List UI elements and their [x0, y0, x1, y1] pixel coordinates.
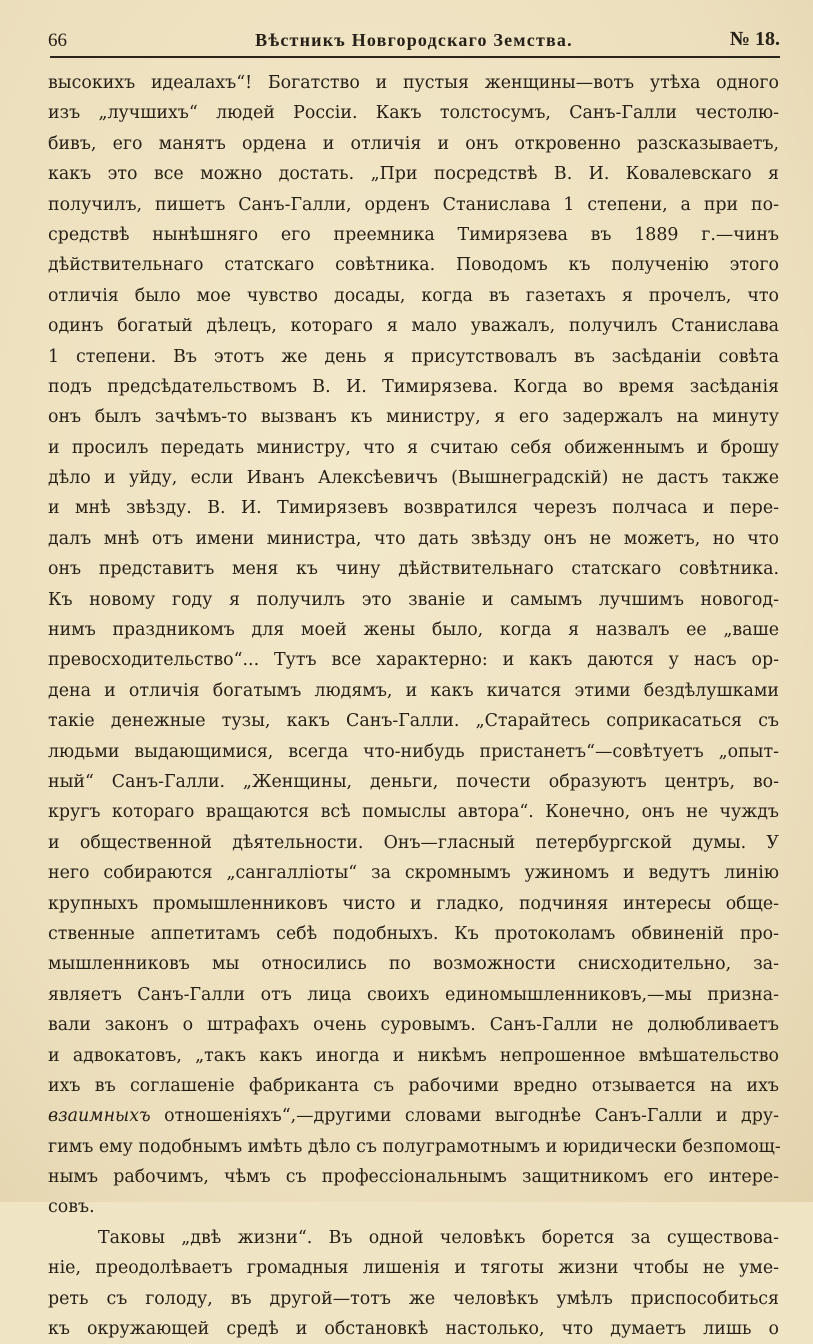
text-line: гимъ ему подобнымъ имѣть дѣло съ полуграмотнымъ и юридически безпомощ-: [48, 1136, 781, 1157]
header-rule: [50, 56, 780, 58]
text-line: такіе денежные тузы, какъ Санъ-Галли. „Старайтесь соприкасаться съ: [48, 711, 779, 732]
text-line: ственные аппетитамъ себѣ подобныхъ. Къ протоколамъ обвиненій про-: [48, 923, 779, 944]
text-line: нымъ рабочимъ, чѣмъ съ профессіональнымъ защитникомъ его интере-: [48, 1167, 779, 1188]
text-line: ный“ Санъ-Галли. „Женщины, деньги, почести образуютъ центръ, во-: [48, 771, 779, 792]
paragraph-2: [48, 1223, 779, 1344]
text-line: средствѣ нынѣшняго его преемника Тимирязева въ 1889 г.—чинъ: [48, 224, 779, 245]
text-line: онъ былъ зачѣмъ-то вызванъ къ министру, я его задержалъ на минуту: [48, 407, 779, 428]
paragraph-1: [48, 68, 779, 1101]
text-line: кругъ котораго вращаются всѣ помыслы автора“. Конечно, онъ не чуждъ: [48, 802, 779, 823]
text-line: изъ „лучшихъ“ людей Россіи. Какъ толстосумъ, Санъ-Галли честолю-: [48, 103, 779, 124]
text-line: отличія было мое чувство досады, когда въ газетахъ я прочелъ, что: [48, 285, 779, 306]
text-line: нимъ праздникомъ для моей жены было, когда я назвалъ ее „ваше: [48, 620, 779, 641]
paragraph-1-tail: [48, 1132, 779, 1223]
text-line: и просилъ передать министру, что я считаю себя обиженнымъ и брошу: [48, 437, 779, 458]
text-line: Къ новому году я получилъ это званіе и самымъ лучшимъ новогод-: [48, 589, 779, 610]
text-line: и общественной дѣятельности. Онъ—гласный петербургской думы. У: [48, 832, 779, 853]
text-line: получилъ, пишетъ Санъ-Галли, орденъ Станислава 1 степени, а при по-: [48, 194, 779, 215]
text-line: дѣло и уйду, если Иванъ Алексѣевичъ (Вышнеградскій) не дастъ также: [48, 468, 779, 489]
page-number: 66: [48, 30, 67, 51]
text-line: онъ представитъ меня къ чину дѣйствительнаго статскаго совѣтника.: [48, 559, 779, 580]
text-line: ніе, преодолѣваетъ громадныя лишенія и тяготы жизни чтобы не уме-: [48, 1258, 779, 1279]
text-line-rest: отношеніяхъ“,—другими словами выгоднѣе Санъ-Галли и дру-: [150, 1106, 779, 1127]
text-line: подъ предсѣдательствомъ В. И. Тимирязева. Когда во время засѣданія: [48, 376, 779, 397]
text-line: крупныхъ промышленниковъ чисто и гладко, подчиняя интересы обще-: [48, 893, 779, 914]
text-line: дена и отличія богатымъ людямъ, и какъ кичатся этими бездѣлушками: [48, 680, 779, 701]
text-line: Таковы „двѣ жизни“. Въ одной человѣкъ борется за существова-: [98, 1227, 779, 1248]
text-line: людьми выдающимися, всегда что-нибудь пристанетъ“—совѣтуетъ „опыт-: [48, 741, 779, 762]
text-line: бивъ, его манятъ ордена и отличія и онъ откровенно разсказываетъ,: [48, 133, 779, 154]
text-line: къ окружающей средѣ и обстановкѣ настолько, что думаетъ лишь о: [48, 1319, 779, 1340]
text-line: какъ это все можно достать. „При посредствѣ В. И. Ковалевскаго я: [48, 164, 779, 185]
text-line: совъ.: [48, 1197, 95, 1218]
text-line: превосходительство“... Тутъ все характерно: и какъ даются у насъ ор-: [48, 650, 779, 671]
text-line: мышленниковъ мы относились по возможности снисходительно, за-: [48, 954, 779, 975]
text-line: реть съ голоду, въ другой—тотъ же человѣкъ умѣлъ приспособиться: [48, 1288, 779, 1309]
journal-title: Вѣстникъ Новгородскаго Земства.: [255, 30, 573, 50]
text-line: вали законъ о штрафахъ очень суровымъ. Санъ-Галли не долюбливаетъ: [48, 1015, 779, 1036]
text-line: [48, 1101, 779, 1131]
body-text: [48, 68, 779, 1344]
text-line: высокихъ идеалахъ“! Богатство и пустыя женщины—вотъ утѣха одного: [48, 73, 779, 93]
text-line: ихъ въ соглашеніе фабриканта съ рабочими вредно отзывается на ихъ: [48, 1075, 779, 1096]
text-line: и мнѣ звѣзду. В. И. Тимирязевъ возвратился черезъ полчаса и пере-: [48, 498, 779, 519]
italic-word: взаимныхъ: [48, 1106, 151, 1127]
issue-number: № 18.: [729, 28, 780, 50]
text-line: него собираются „сангалліоты“ за скромнымъ ужиномъ и ведутъ линію: [48, 863, 779, 884]
text-line: дѣйствительнаго статскаго совѣтника. Поводомъ къ полученію этого: [48, 255, 779, 276]
text-line: и адвокатовъ, „такъ какъ иногда и никѣмъ непрошенное вмѣшательство: [48, 1045, 779, 1066]
text-line: 1 степени. Въ этотъ же день я присутствовалъ въ засѣданіи совѣта: [48, 346, 779, 367]
text-line: одинъ богатый дѣлецъ, котораго я мало уважалъ, получилъ Станислава: [48, 316, 779, 337]
running-header: [48, 26, 780, 56]
text-line: являетъ Санъ-Галли отъ лица своихъ единомышленниковъ,—мы призна-: [48, 984, 779, 1005]
text-line: далъ мнѣ отъ имени министра, что дать звѣзду онъ не можетъ, но что: [48, 528, 779, 549]
